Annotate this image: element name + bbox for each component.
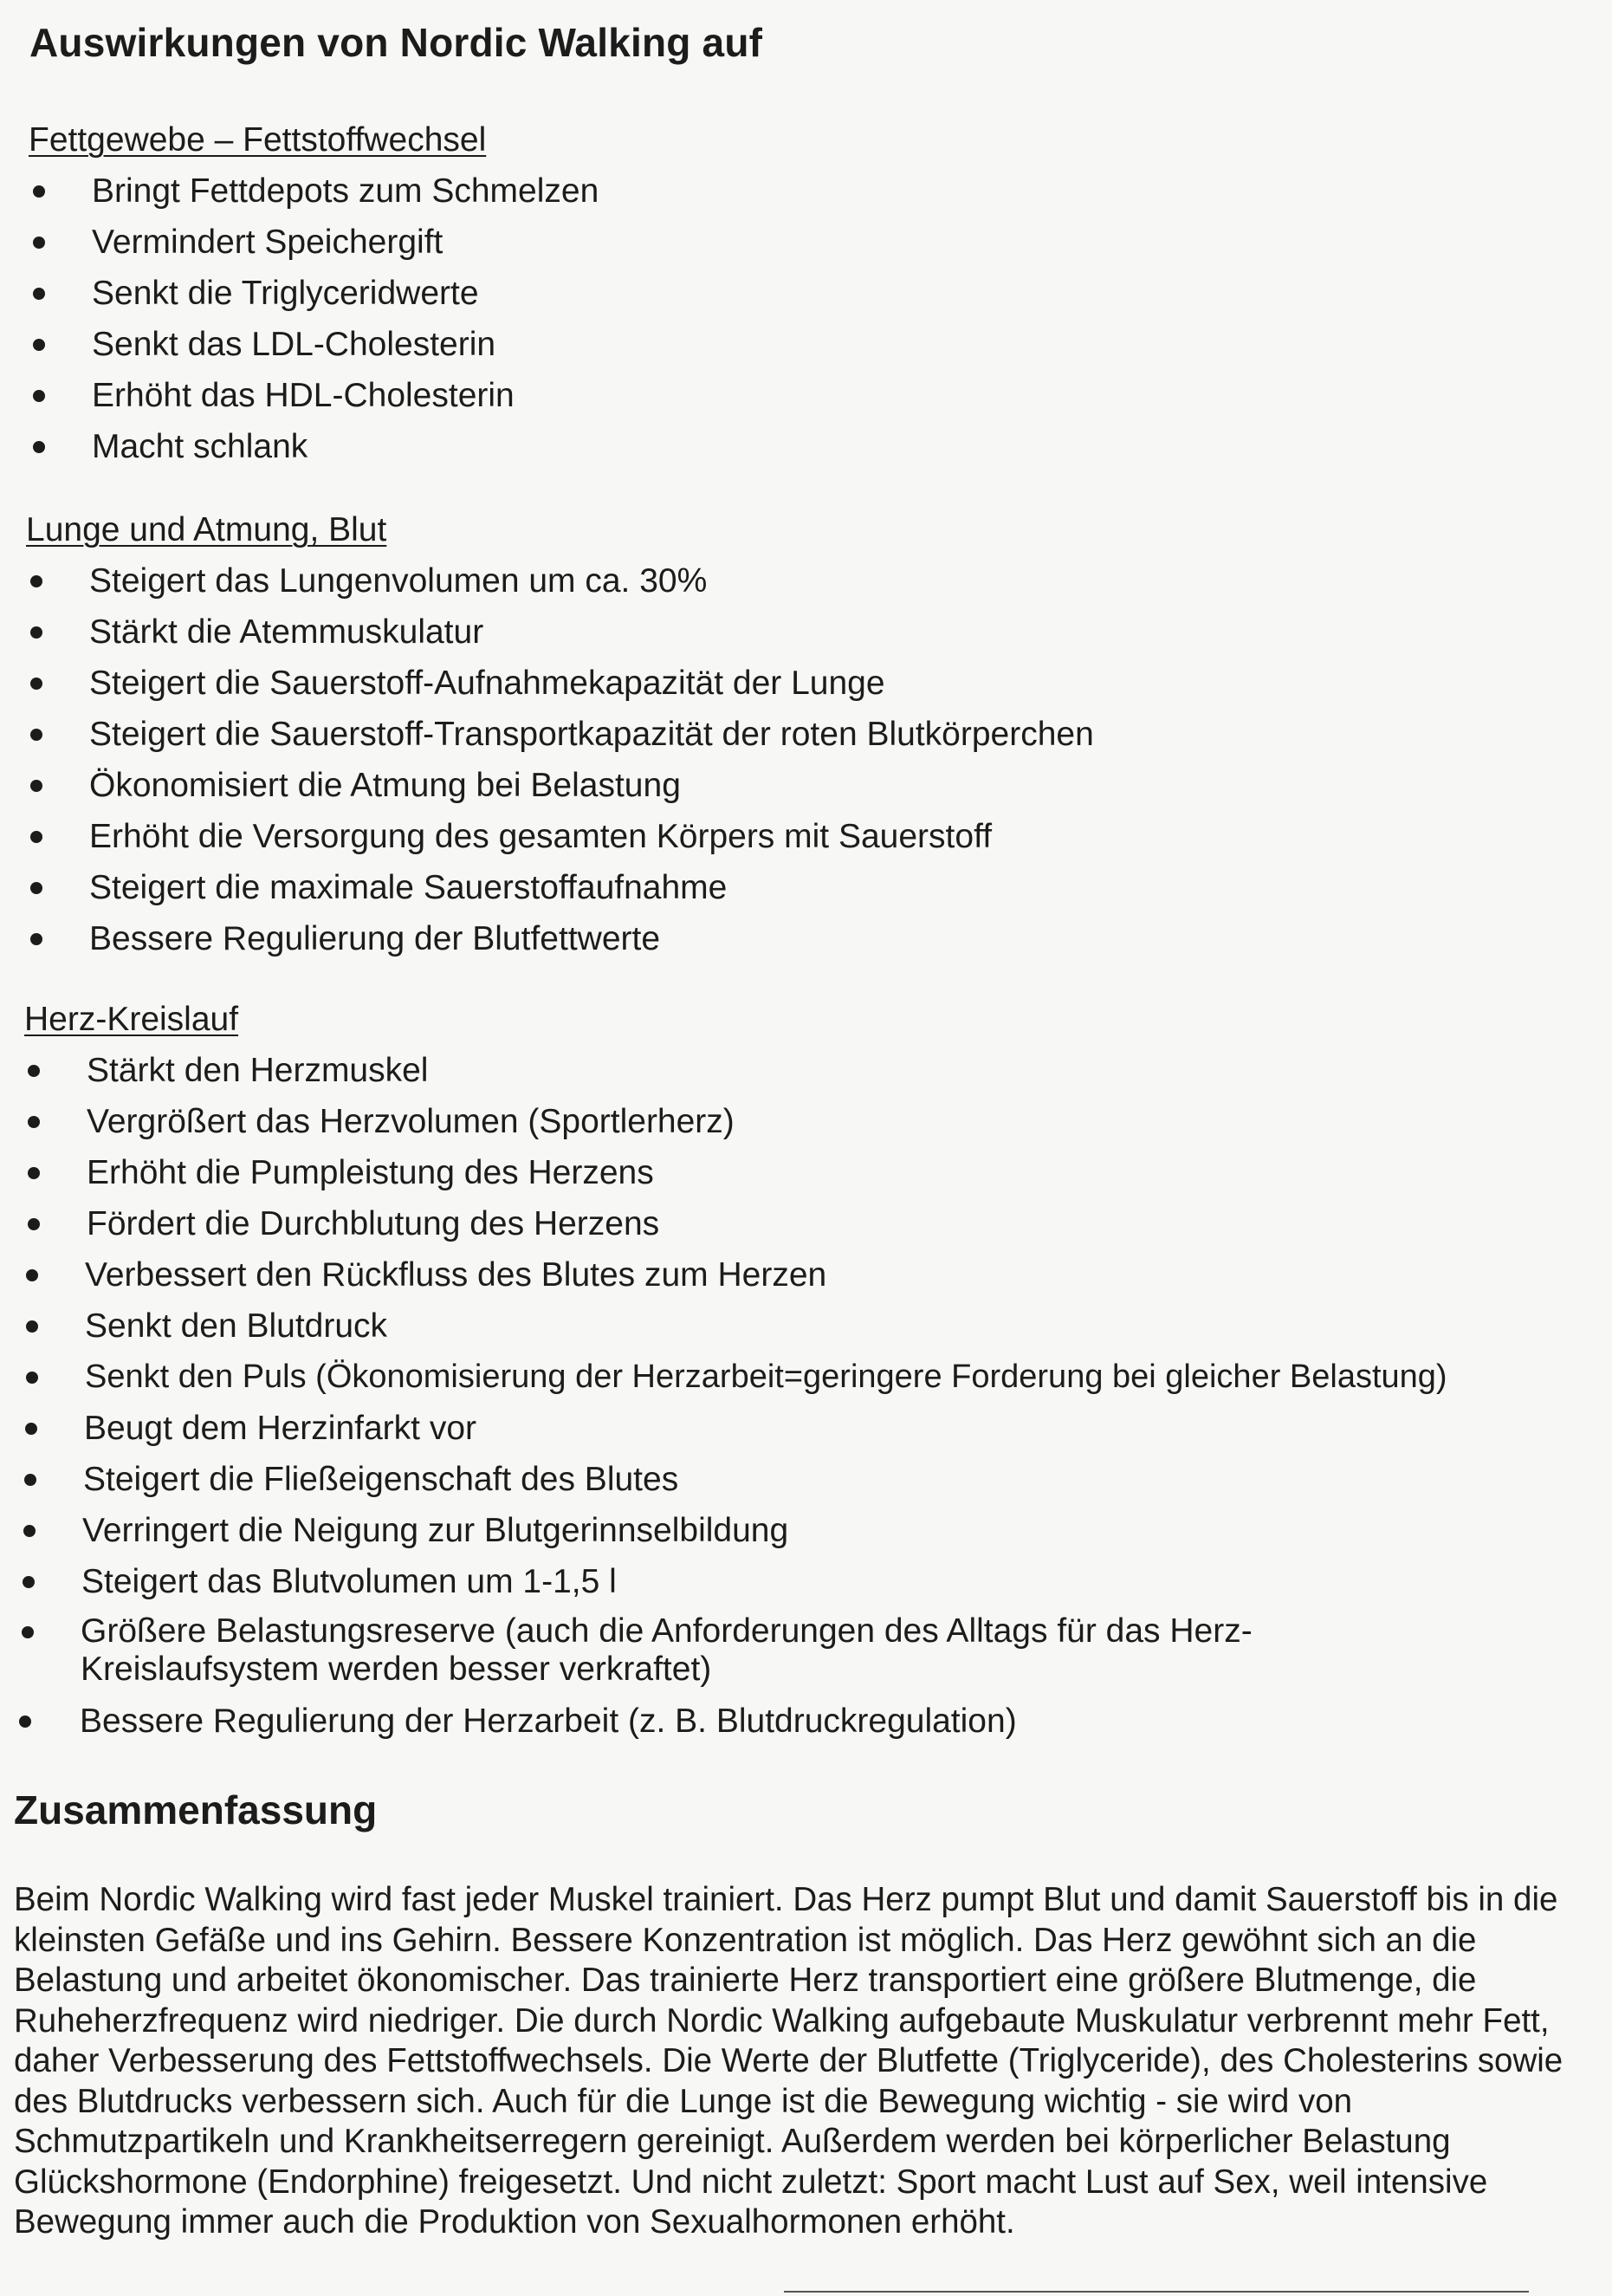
list-item: Erhöht die Pumpleistung des Herzens [0,1147,1594,1198]
bottom-divider [784,2291,1529,2293]
summary-title: Zusammenfassung [14,1787,378,1832]
bullet-icon [30,729,42,741]
list-item: Beugt dem Herzinfarkt vor [0,1403,1594,1454]
bullet-icon [26,1320,38,1333]
bullet-icon [19,1716,31,1728]
section-herz-kreislauf [0,998,1594,1747]
bullet-icon [30,882,42,894]
list-item: Steigert das Blutvolumen um 1-1,5 l [0,1556,1594,1607]
list-item: Vergrößert das Herzvolumen (Sportlerherz) [0,1096,1594,1147]
list-item: Steigert die Sauerstoff-Transportkapazität der roten Blutkörperchen [0,709,1594,760]
list-item: Erhöht das HDL-Cholesterin [0,370,1594,421]
list-item: Steigert die Sauerstoff-Aufnahmekapazität der Lunge [0,658,1594,709]
bullet-list-lunge [0,555,1594,964]
bullet-icon [33,339,45,351]
list-item: Steigert die Fließeigenschaft des Blutes [0,1454,1594,1505]
list-item: Senkt die Triglyceridwerte [0,268,1594,319]
list-item: Bessere Regulierung der Herzarbeit (z. B. Blutdruckregulation) [0,1696,1594,1747]
list-item: Verbessert den Rückfluss des Blutes zum Herzen [0,1249,1594,1300]
bullet-icon [33,185,45,198]
list-item: Bringt Fettdepots zum Schmelzen [0,165,1594,217]
bullet-icon [30,575,42,587]
bullet-icon [24,1474,36,1486]
section-lunge [0,509,1594,964]
bullet-icon [30,933,42,945]
list-item: Erhöht die Versorgung des gesamten Körpers mit Sauerstoff [0,811,1594,862]
list-item: Steigert das Lungenvolumen um ca. 30% [0,555,1594,606]
bullet-icon [33,288,45,300]
bullet-list-herz-kreislauf [0,1045,1594,1747]
list-item: Senkt den Puls (Ökonomisierung der Herzarbeit=geringere Forderung bei gleicher Belastung) [0,1352,1594,1403]
list-item: Senkt den Blutdruck [0,1300,1594,1352]
bullet-icon [30,780,42,792]
bullet-icon [33,441,45,453]
list-item: Senkt das LDL-Cholesterin [0,319,1594,370]
bullet-icon [23,1525,36,1537]
bullet-icon [30,831,42,843]
list-item: Größere Belastungsreserve (auch die Anforderungen des Alltags für das Herz-Kreislaufsystem werden besser verkraftet) [0,1607,1337,1696]
section-fettgewebe [0,119,1594,472]
bullet-icon [30,626,42,639]
section-heading-lunge: Lunge und Atmung, Blut [26,511,387,548]
bullet-icon [28,1218,40,1230]
list-item: Verringert die Neigung zur Blutgerinnselbildung [0,1505,1594,1556]
bullet-icon [28,1116,40,1128]
bullet-icon [26,1269,38,1281]
bullet-icon [33,390,45,402]
bullet-icon [25,1423,37,1435]
list-item: Fördert die Durchblutung des Herzens [0,1198,1594,1249]
bullet-icon [28,1167,40,1179]
bullet-icon [30,678,42,690]
bullet-icon [33,237,45,249]
section-heading-herz-kreislauf: Herz-Kreislauf [24,1001,239,1038]
bullet-icon [26,1372,38,1384]
page-title: Auswirkungen von Nordic Walking auf [29,20,763,65]
bullet-icon [23,1576,35,1588]
bullet-icon [28,1065,40,1077]
list-item: Steigert die maximale Sauerstoffaufnahme [0,862,1594,913]
list-item: Ökonomisiert die Atmung bei Belastung [0,760,1594,811]
bullet-list-fettgewebe [0,165,1594,472]
section-heading-fettgewebe: Fettgewebe – Fettstoffwechsel [29,121,487,159]
list-item: Stärkt den Herzmuskel [0,1045,1594,1096]
bullet-icon [22,1626,34,1638]
list-item: Macht schlank [0,421,1594,472]
list-item: Stärkt die Atemmuskulatur [0,606,1594,658]
list-item: Vermindert Speichergift [0,217,1594,268]
summary-paragraph: Beim Nordic Walking wird fast jeder Muskel trainiert. Das Herz pumpt Blut und damit Sauerstoff bis in die kleinsten Gefäße und ins Gehirn. Bessere Konzentration ist möglich. Das Herz gewöhnt sich an die Belastung und arbeitet ökonomischer. Das trainierte Herz transportiert eine größere Blutmenge, die Ruheherzfrequenz wird niedriger. Die durch Nordic Walking aufgebaute Muskulatur verbrennt mehr Fett, daher Verbesserung des Fettstoffwechsels. Die Werte der Blutfette (Triglyceride), des Cholesterins sowie des Blutdrucks verbessern sich. Auch für die Lunge ist die Bewegung wichtig - sie wird von Schmutzpartikeln und Krankheitserregern gereinigt. Außerdem werden bei körperlicher Belastung Glückshormone (Endorphine) freigesetzt. Und nicht zuletzt: Sport macht Lust auf Sex, weil intensive Bewegung immer auch die Produktion von Sexualhormonen erhöht. [14,1881,1563,2241]
list-item: Bessere Regulierung der Blutfettwerte [0,913,1594,964]
